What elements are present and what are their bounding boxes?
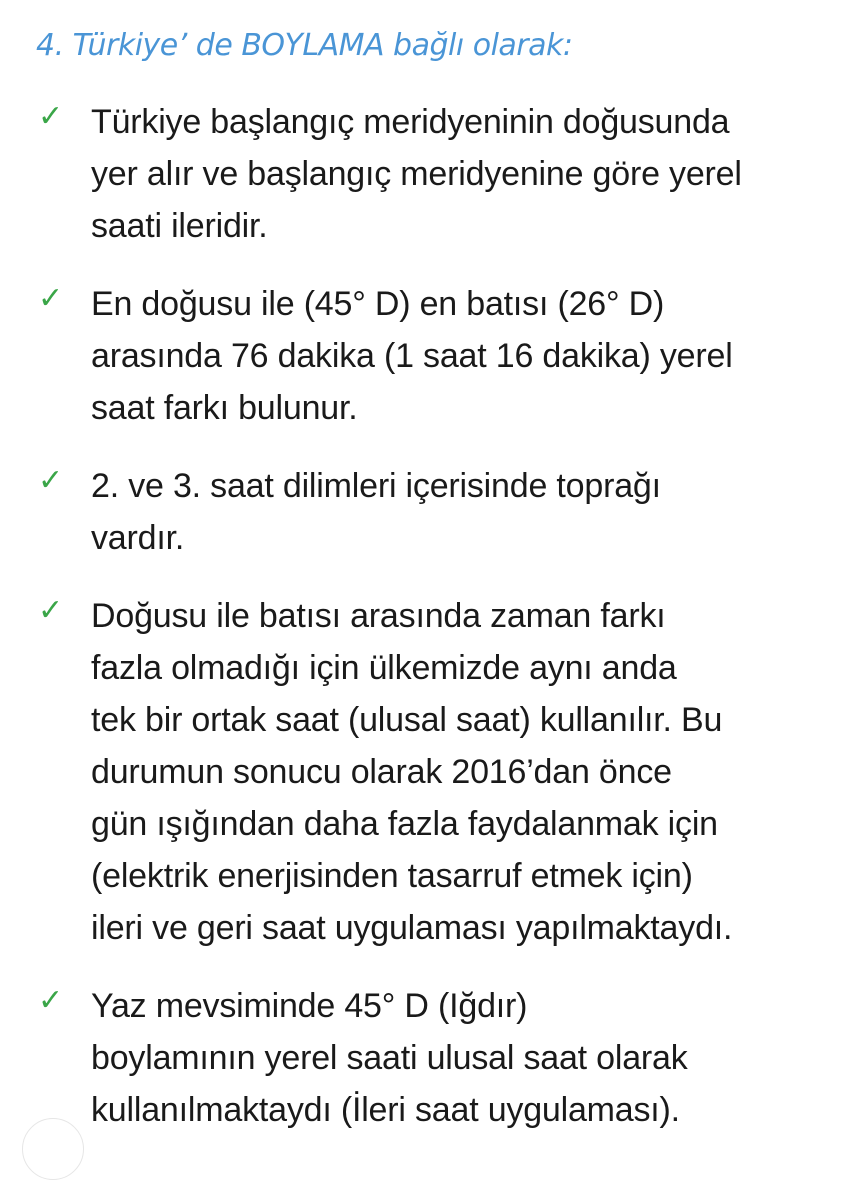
bullet-text: Doğusu ile batısı arasında zaman farkı fazla olmadığı için ülkemizde aynı anda tek bir ortak saat (ulusal saat) kullanılır. Bu durumun sonucu olarak 2016’dan önce gün ışığından daha fazla faydalanmak için (elektrik enerjisinden tasarruf etmek için) ileri ve geri saat uygulaması yapılmaktaydı. [91,597,733,947]
checkmark-icon: ✓ [38,593,64,628]
list-item [0,278,848,434]
bullet-text: 2. ve 3. saat dilimleri içerisinde toprağı vardır. [91,467,661,557]
bullet-text: Türkiye başlangıç meridyeninin doğusunda yer alır ve başlangıç meridyenine göre yerel saati ileridir. [91,103,742,245]
checkmark-icon: ✓ [38,99,64,134]
checkmark-icon: ✓ [38,983,64,1018]
bullet-text: Yaz mevsiminde 45° D (Iğdır) boylamının yerel saati ulusal saat olarak kullanılmaktaydı (İleri saat uygulaması). [91,987,688,1129]
list-item [0,590,848,954]
bullet-list [0,96,848,1162]
section-heading: 4. Türkiye’ de BOYLAMA bağlı olarak: [36,28,573,63]
checkmark-icon: ✓ [38,281,64,316]
checkmark-icon: ✓ [38,463,64,498]
decorative-circle [22,1118,84,1180]
list-item [0,96,848,252]
list-item [0,980,848,1136]
list-item [0,460,848,564]
bullet-text: En doğusu ile (45° D) en batısı (26° D) arasında 76 dakika (1 saat 16 dakika) yerel saat farkı bulunur. [91,285,733,427]
